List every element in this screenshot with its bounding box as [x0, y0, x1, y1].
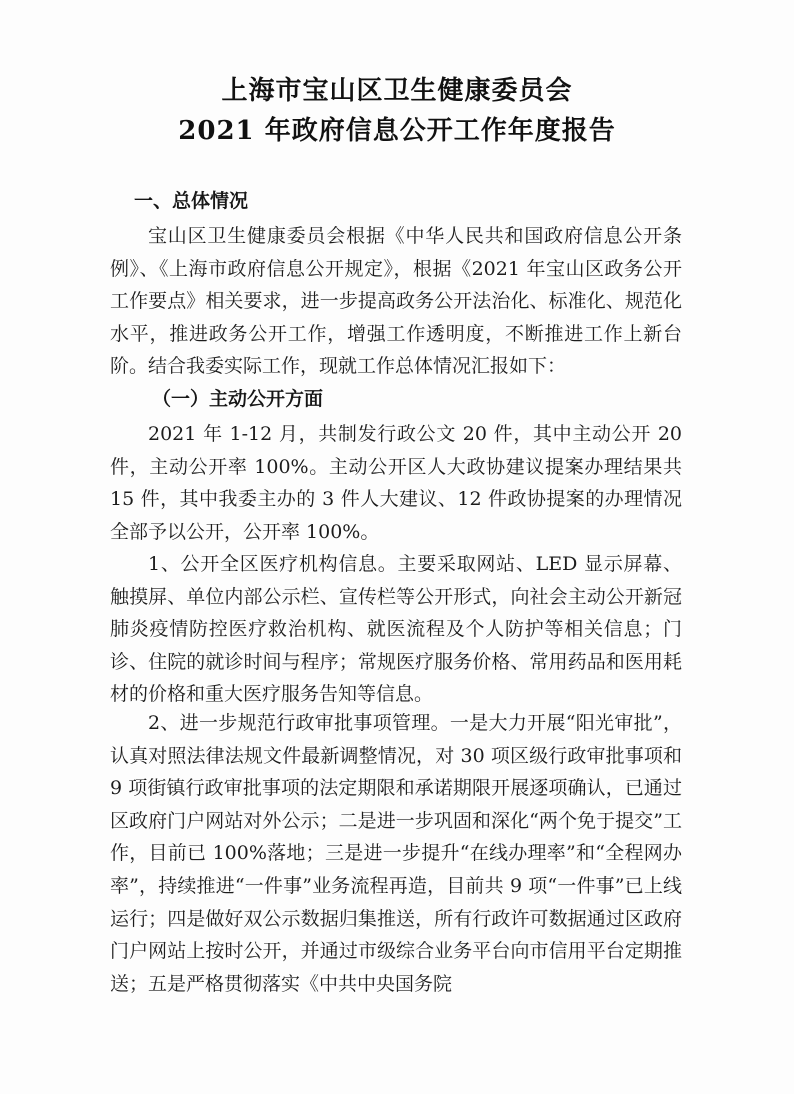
subsection-heading-active-disclosure: （一）主动公开方面 — [152, 388, 324, 410]
paragraph-approval-management: 2、进一步规范行政审批事项管理。一是大力开展“阳光审批”，认真对照法律法规文件最新调整情况，对 30 项区级行政审批事项和 9 项街镇行政审批事项的法定期限和承诺期限开展逐项确认，已通过区政府门户网站对外公示；二是进一步巩固和深化“两个免于提交”工作，目前已 100%落地；三是进一步提升“在线办理率”和“全程网办率”，持续推进“一件事”业务流程再造，目前共 9 项“一件事”已上线运行；四是做好双公示数据归集推送，所有行政许可数据通过区政府门户网站上按时公开，并通过市级综合业务平台向市信用平台定期推送；五是严格贯彻落实《中共中央国务院 — [110, 712, 682, 995]
document-title-line1: 上海市宝山区卫生健康委员会 — [221, 76, 573, 106]
paragraph-disclosure-stats: 2021 年 1-12 月，共制发行政公文 20 件，其中主动公开 20 件，主动公开率 100%。主动公开区人大政协建议提案办理结果共 15 件，其中我委主办的 3 件人大建议、12 件政协提案的办理情况全部予以公开，公开率 100%。 — [110, 423, 682, 543]
section-heading-overall: 一、总体情况 — [134, 190, 249, 212]
paragraph-medical-institution-info: 1、公开全区医疗机构信息。主要采取网站、LED 显示屏幕、触摸屏、单位内部公示栏、宣传栏等公开形式，向社会主动公开新冠肺炎疫情防控医疗救治机构、就医流程及个人防护等相关信息；门诊、住院的就诊时间与程序；常规医疗服务价格、常用药品和医用耗材的价格和重大医疗服务告知等信息。 — [110, 553, 682, 706]
document-title-line2: 2021 年政府信息公开工作年度报告 — [178, 116, 616, 146]
paragraph-overall-intro: 宝山区卫生健康委员会根据《中华人民共和国政府信息公开条例》、《上海市政府信息公开规定》，根据《2021 年宝山区政务公开工作要点》相关要求，进一步提高政务公开法治化、标准化、规范化水平，推进政务公开工作，增强工作透明度，不断推进工作上新台阶。结合我委实际工作，现就工作总体情况汇报如下： — [110, 225, 682, 378]
